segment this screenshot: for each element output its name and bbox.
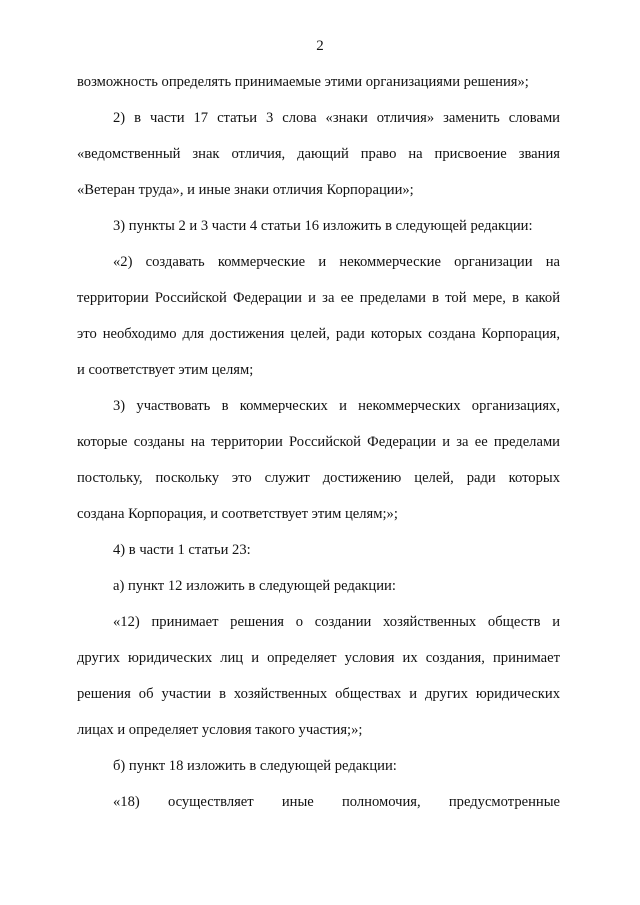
text-line: 4) в части 1 статьи 23:	[113, 542, 251, 558]
text-line: а) пункт 12 изложить в следующей редакции:	[113, 578, 396, 594]
text-line: лицах и определяет условия такого участия;»;	[77, 722, 363, 738]
text-line: б) пункт 18 изложить в следующей редакции:	[113, 758, 397, 774]
text-line: «12) принимает решения о создании хозяйственных обществ и	[113, 614, 560, 630]
text-line: 3) пункты 2 и 3 части 4 статьи 16 изложить в следующей редакции:	[113, 218, 533, 234]
text-line: «ведомственный знак отличия, дающий право на присвоение звания	[77, 146, 560, 162]
text-line: которые созданы на территории Российской Федерации и за ее пределами	[77, 434, 560, 450]
text-line: территории Российской Федерации и за ее пределами в той мере, в какой	[77, 290, 560, 306]
text-line: «Ветеран труда», и иные знаки отличия Корпорации»;	[77, 182, 414, 198]
text-line: создана Корпорация, и соответствует этим целям;»;	[77, 506, 398, 522]
text-line: «18) осуществляет иные полномочия, предусмотренные	[113, 794, 560, 810]
text-line: это необходимо для достижения целей, ради которых создана Корпорация,	[77, 326, 560, 342]
text-line: постольку, поскольку это служит достижению целей, ради которых	[77, 470, 560, 486]
text-line: «2) создавать коммерческие и некоммерческие организации на	[113, 254, 560, 270]
text-line: 3) участвовать в коммерческих и некоммерческих организациях,	[113, 398, 560, 414]
text-line: других юридических лиц и определяет условия их создания, принимает	[77, 650, 560, 666]
page-number: 2	[316, 38, 324, 54]
text-line: возможность определять принимаемые этими организациями решения»;	[77, 74, 529, 90]
text-line: 2) в части 17 статьи 3 слова «знаки отличия» заменить словами	[113, 110, 560, 126]
text-line: решения об участии в хозяйственных обществах и других юридических	[77, 686, 560, 702]
text-line: и соответствует этим целям;	[77, 362, 254, 378]
